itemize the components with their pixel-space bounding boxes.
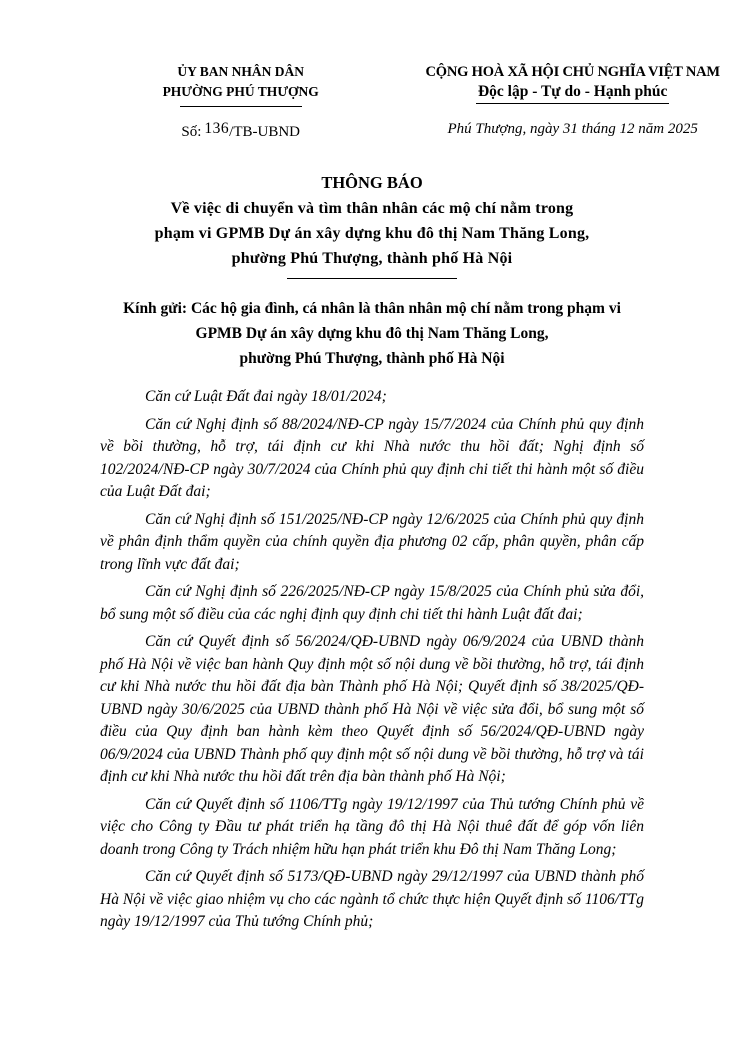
national-name-line: CỘNG HOÀ XÃ HỘI CHỦ NGHĨA VIỆT NAM — [425, 64, 720, 80]
legal-basis-paragraph: Căn cứ Quyết định số 1106/TTg ngày 19/12/1997 của Thủ tướng Chính phủ về việc cho Công ty Đầu tư phát triển hạ tầng đô thị Hà Nội thuê đất để góp vốn liên doanh trong Công ty Trách nhiệm hữu hạn phát triển khu Đô thị Nam Thăng Long; — [100, 795, 644, 858]
national-motto-line: Độc lập - Tự do - Hạnh phúc — [476, 82, 669, 104]
document-number-value: 136 — [204, 120, 230, 137]
title-subject-line-2: phạm vi GPMB Dự án xây dựng khu đô thị Nam Thăng Long, — [154, 225, 590, 242]
document-number-suffix: /TB-UBND — [229, 124, 300, 140]
document-content — [100, 170, 644, 934]
recipient-line-1: Kính gửi: Các hộ gia đình, cá nhân là thân nhân mộ chí nằm trong phạm vi — [123, 300, 621, 317]
place-date-line: Phú Thượng, ngày 31 tháng 12 năm 2025 — [447, 121, 698, 137]
title-subject-line-3: phường Phú Thượng, thành phố Hà Nội — [231, 250, 513, 267]
legal-basis-paragraph: Căn cứ Nghị định số 226/2025/NĐ-CP ngày 15/8/2025 của Chính phủ sửa đổi, bổ sung một số điều của các nghị định quy định chi tiết thi hành Luật đất đai; — [100, 583, 644, 623]
document-number — [98, 120, 383, 141]
legal-basis-paragraph: Căn cứ Quyết định số 56/2024/QĐ-UBND ngày 06/9/2024 của UBND thành phố Hà Nội về việc ban hành Quy định một số nội dung về bồi thường, hỗ trợ, tái định cư khi Nhà nước thu hồi đất địa bàn Thành phố Hà Nội; Quyết định số 38/2025/QĐ-UBND ngày 30/6/2025 của UBND thành phố Hà Nội về việc sửa đổi, bổ sung một số điều của Quy định ban hành kèm theo Quyết định số 56/2024/QĐ-UBND ngày 06/9/2024 của UBND Thành phố quy định một số nội dung về bồi thường, hỗ trợ và tái định cư khi Nhà nước thu hồi đất trên địa bàn thành phố Hà Nội; — [100, 633, 644, 785]
header-left-rule — [180, 106, 302, 107]
body-text — [100, 386, 644, 934]
issuing-authority-parent: ỦY BAN NHÂN DÂN — [177, 64, 304, 79]
recipient-line-3: phường Phú Thượng, thành phố Hà Nội — [239, 350, 505, 367]
document-number-label: Số: — [181, 124, 202, 140]
title-subject-line-1: Về việc di chuyển và tìm thân nhân các mộ chí nằm trong — [170, 200, 574, 217]
legal-basis-paragraph: Căn cứ Luật Đất đai ngày 18/01/2024; — [145, 388, 387, 405]
title-rule — [287, 278, 457, 279]
title-block — [100, 170, 644, 279]
recipient-block — [100, 296, 644, 371]
legal-basis-paragraph: Căn cứ Nghị định số 151/2025/NĐ-CP ngày 12/6/2025 của Chính phủ quy định về phân định thẩm quyền của chính quyền địa phương 02 cấp, phân quyền, phân cấp trong lĩnh vực đất đai; — [100, 510, 644, 573]
legal-basis-paragraph: Căn cứ Nghị định số 88/2024/NĐ-CP ngày 15/7/2024 của Chính phủ quy định về bồi thường, hỗ trợ, tái định cư khi Nhà nước thu hồi đất; Nghị định số 102/2024/NĐ-CP ngày 30/7/2024 của Chính phủ quy định chi tiết thi hành một số điều của Luật Đất đai; — [100, 415, 644, 500]
national-motto-wrap — [405, 82, 740, 104]
issuing-authority-block — [98, 62, 383, 141]
document-header — [0, 62, 740, 141]
legal-basis-paragraph: Căn cứ Quyết định số 5173/QĐ-UBND ngày 29/12/1997 của UBND thành phố Hà Nội về việc giao nhiệm vụ cho các ngành tổ chức thực hiện Quyết định số 1106/TTg ngày 19/12/1997 của Thủ tướng Chính phủ; — [100, 868, 644, 930]
national-header-block — [405, 62, 740, 138]
issuing-authority-name: PHƯỜNG PHÚ THƯỢNG — [162, 84, 319, 99]
recipient-line-2: GPMB Dự án xây dựng khu đô thị Nam Thăng Long, — [195, 325, 549, 342]
document-title: THÔNG BÁO — [321, 173, 423, 192]
